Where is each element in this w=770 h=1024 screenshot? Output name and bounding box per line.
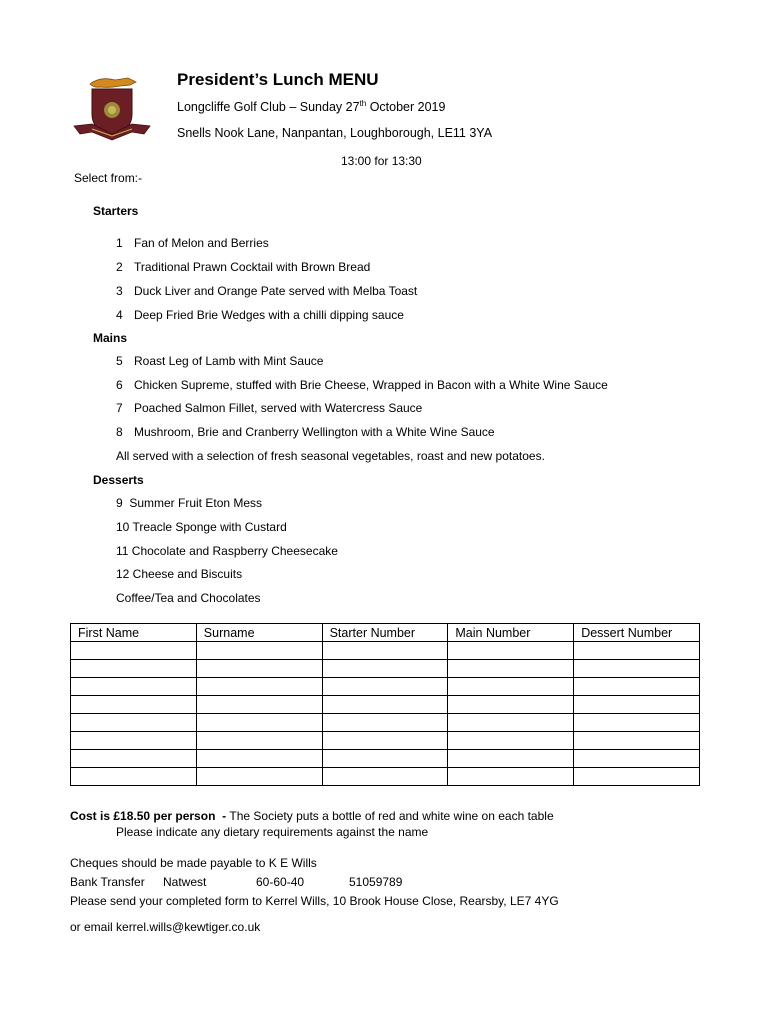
menu-item [116, 401, 422, 415]
table-cell[interactable] [322, 642, 448, 660]
table-cell[interactable] [448, 714, 574, 732]
table-cell[interactable] [71, 678, 197, 696]
menu-item [116, 236, 269, 250]
item-text: Mushroom, Brie and Cranberry Wellington with a White Wine Sauce [134, 425, 495, 439]
table-cell[interactable] [322, 678, 448, 696]
table-cell[interactable] [448, 750, 574, 768]
table-row [71, 696, 700, 714]
table-cell[interactable] [196, 732, 322, 750]
select-from-label: Select from:- [74, 171, 143, 185]
table-cell[interactable] [574, 750, 700, 768]
item-text: Fan of Melon and Berries [134, 236, 269, 250]
cheque-info: Cheques should be made payable to K E Wills [70, 856, 317, 870]
desserts-heading: Desserts [93, 473, 144, 487]
table-cell[interactable] [448, 660, 574, 678]
table-cell[interactable] [448, 696, 574, 714]
table-cell[interactable] [196, 714, 322, 732]
menu-item: Coffee/Tea and Chocolates [116, 591, 261, 605]
bank-label: Bank Transfer [70, 875, 145, 889]
table-cell[interactable] [574, 714, 700, 732]
table-cell[interactable] [574, 642, 700, 660]
date-ordinal: th [359, 99, 367, 108]
account-number: 51059789 [349, 875, 403, 889]
menu-item [116, 354, 323, 368]
sort-code: 60-60-40 [256, 875, 305, 889]
menu-item: 12 Cheese and Biscuits [116, 567, 243, 581]
table-cell[interactable] [448, 678, 574, 696]
table-cell[interactable] [322, 660, 448, 678]
item-number: 4 [116, 308, 123, 322]
table-cell[interactable] [574, 678, 700, 696]
table-cell[interactable] [71, 732, 197, 750]
menu-item [116, 425, 495, 439]
col-surname: Surname [196, 624, 322, 642]
table-row [71, 768, 700, 786]
table-cell[interactable] [448, 768, 574, 786]
item-number: 8 [116, 425, 123, 439]
starters-heading: Starters [93, 204, 139, 218]
table-cell[interactable] [196, 750, 322, 768]
email-line: or email kerrel.wills@kewtiger.co.uk [70, 920, 261, 934]
menu-item [116, 378, 608, 392]
table-row [71, 750, 700, 768]
item-text: Duck Liver and Orange Pate served with Melba Toast [134, 284, 418, 298]
menu-item: 9 Summer Fruit Eton Mess [116, 496, 263, 510]
table-cell[interactable] [71, 696, 197, 714]
table-cell[interactable] [196, 642, 322, 660]
table-cell[interactable] [71, 642, 197, 660]
club-crest-logo [70, 74, 154, 146]
table-cell[interactable] [71, 714, 197, 732]
dietary-note: Please indicate any dietary requirements against the name [116, 825, 429, 839]
table-cell[interactable] [574, 660, 700, 678]
cost-amount: Cost is £18.50 per person - [70, 809, 230, 823]
order-form-table [70, 623, 700, 786]
table-row [71, 678, 700, 696]
table-cell[interactable] [322, 732, 448, 750]
col-first-name: First Name [71, 624, 197, 642]
table-cell[interactable] [574, 696, 700, 714]
event-club-date: Longcliffe Golf Club – Sunday 27 [177, 100, 360, 115]
menu-item [116, 284, 417, 298]
table-cell[interactable] [322, 750, 448, 768]
menu-item [116, 260, 370, 274]
cost-line [70, 809, 554, 823]
table-cell[interactable] [196, 768, 322, 786]
menu-item: 11 Chocolate and Raspberry Cheesecake [116, 544, 338, 558]
item-text: Deep Fried Brie Wedges with a chilli dipping sauce [134, 308, 404, 322]
item-number: 3 [116, 284, 123, 298]
menu-item [116, 308, 404, 322]
event-time: 13:00 for 13:30 [341, 154, 422, 168]
item-text: Poached Salmon Fillet, served with Watercress Sauce [134, 401, 423, 415]
item-number: 7 [116, 401, 123, 415]
item-number: 6 [116, 378, 123, 392]
item-text: Traditional Prawn Cocktail with Brown Bread [134, 260, 371, 274]
table-row [71, 714, 700, 732]
mains-note: All served with a selection of fresh seasonal vegetables, roast and new potatoes. [116, 449, 545, 463]
table-cell[interactable] [71, 768, 197, 786]
table-cell[interactable] [322, 714, 448, 732]
table-row [71, 732, 700, 750]
venue-address: Snells Nook Lane, Nanpantan, Loughborough, LE11 3YA [177, 126, 493, 140]
table-row [71, 660, 700, 678]
table-cell[interactable] [322, 696, 448, 714]
table-cell[interactable] [71, 660, 197, 678]
mains-heading: Mains [93, 331, 128, 345]
table-cell[interactable] [322, 768, 448, 786]
col-main-number: Main Number [448, 624, 574, 642]
item-number: 5 [116, 354, 123, 368]
postal-instructions: Please send your completed form to Kerrel Wills, 10 Brook House Close, Rearsby, LE7 4YG [70, 894, 559, 908]
menu-item: 10 Treacle Sponge with Custard [116, 520, 287, 534]
wine-note: The Society puts a bottle of red and white wine on each table [229, 809, 554, 823]
table-cell[interactable] [574, 732, 700, 750]
table-header-row [71, 624, 700, 642]
bank-name: Natwest [163, 875, 207, 889]
item-number: 1 [116, 236, 123, 250]
table-cell[interactable] [574, 768, 700, 786]
event-line [177, 99, 445, 114]
menu-title: President’s Lunch MENU [177, 70, 379, 89]
col-dessert-number: Dessert Number [574, 624, 700, 642]
table-row [71, 642, 700, 660]
table-cell[interactable] [196, 696, 322, 714]
event-month-year: October 2019 [366, 100, 446, 115]
table-cell[interactable] [196, 678, 322, 696]
table-cell[interactable] [71, 750, 197, 768]
item-text: Chicken Supreme, stuffed with Brie Cheese, Wrapped in Bacon with a White Wine Sauce [134, 378, 608, 392]
table-cell[interactable] [196, 660, 322, 678]
table-cell[interactable] [448, 732, 574, 750]
item-number: 2 [116, 260, 123, 274]
col-starter-number: Starter Number [322, 624, 448, 642]
table-cell[interactable] [448, 642, 574, 660]
item-text: Roast Leg of Lamb with Mint Sauce [134, 354, 324, 368]
